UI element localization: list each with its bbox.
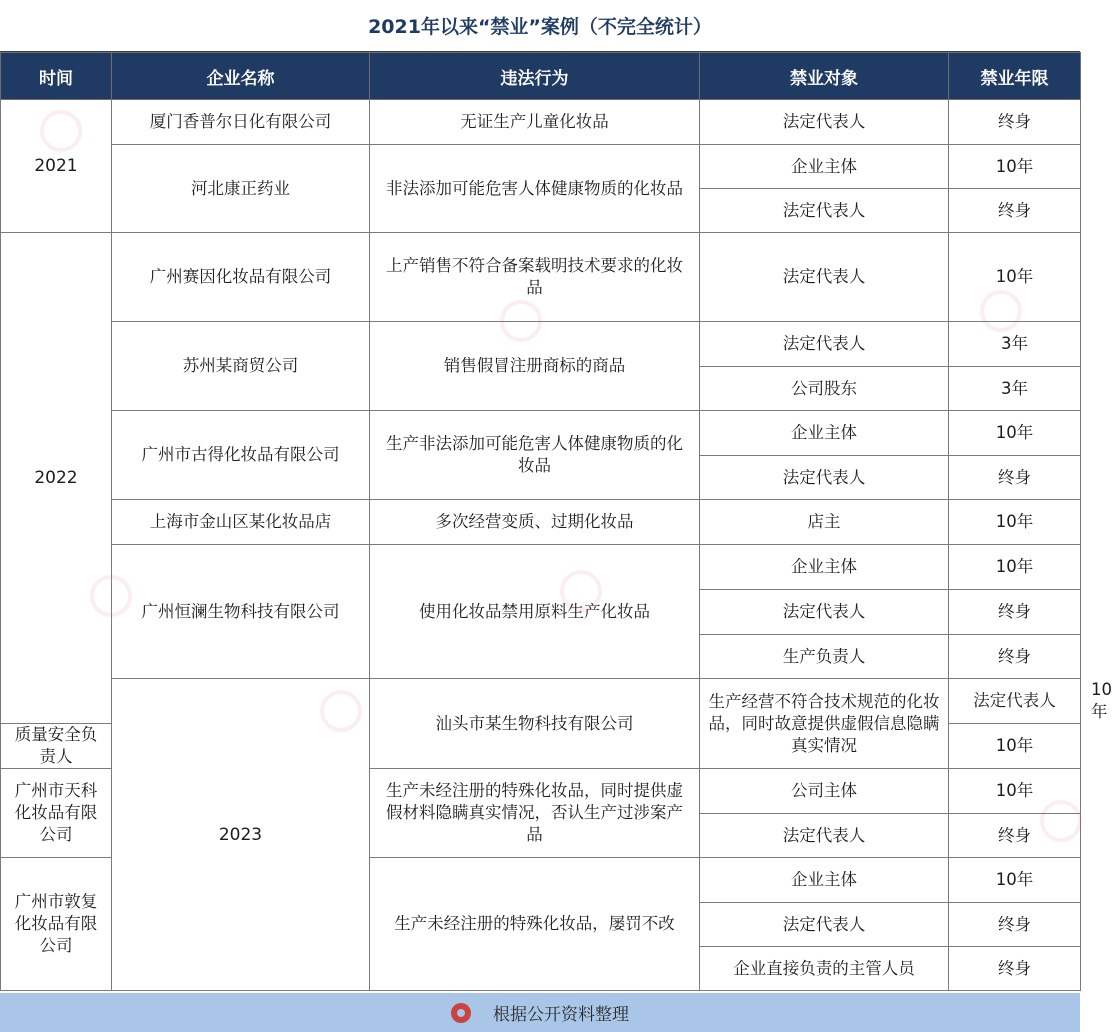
period-cell: 10年 [949, 769, 1081, 814]
target-cell: 企业主体 [700, 145, 949, 189]
table-row [1, 411, 1081, 456]
period-cell: 终身 [949, 456, 1081, 500]
period-cell: 10年 [949, 411, 1081, 456]
period-cell: 10年 [949, 500, 1081, 545]
target-cell: 公司股东 [700, 367, 949, 411]
company-cell: 厦门香普尔日化有限公司 [112, 100, 370, 145]
period-cell: 终身 [949, 903, 1081, 947]
company-cell: 汕头市某生物科技有限公司 [370, 679, 700, 769]
company-cell: 广州市天科化妆品有限公司 [1, 769, 112, 858]
company-cell: 上海市金山区某化妆品店 [112, 500, 370, 545]
target-cell: 质量安全负责人 [1, 724, 112, 769]
violation-cell: 销售假冒注册商标的商品 [370, 322, 700, 411]
target-cell: 法定代表人 [700, 322, 949, 367]
target-cell: 法定代表人 [700, 903, 949, 947]
violation-cell: 上产销售不符合备案载明技术要求的化妆品 [370, 233, 700, 322]
header-ban-target: 禁业对象 [700, 53, 949, 100]
period-cell: 10年 [949, 545, 1081, 590]
table-row [1, 322, 1081, 367]
year-cell: 2023 [112, 679, 370, 991]
period-cell: 10年 [949, 145, 1081, 189]
table-row [1, 145, 1081, 189]
violation-cell: 生产非法添加可能危害人体健康物质的化妆品 [370, 411, 700, 500]
footer-banner [0, 993, 1080, 1032]
violation-cell: 生产经营不符合技术规范的化妆品，同时故意提供虚假信息隐瞒真实情况 [700, 679, 949, 769]
violation-cell: 生产未经注册的特殊化妆品，屡罚不改 [370, 858, 700, 991]
company-cell: 广州市古得化妆品有限公司 [112, 411, 370, 500]
target-cell: 法定代表人 [700, 590, 949, 635]
period-cell: 10年 [949, 724, 1081, 769]
company-cell: 河北康正药业 [112, 145, 370, 233]
violation-cell: 非法添加可能危害人体健康物质的化妆品 [370, 145, 700, 233]
table-row [1, 100, 1081, 145]
period-cell: 终身 [949, 635, 1081, 679]
period-cell: 3年 [949, 322, 1081, 367]
company-cell: 广州市敦复化妆品有限公司 [1, 858, 112, 991]
violation-cell: 使用化妆品禁用原料生产化妆品 [370, 545, 700, 679]
table-title: 2021年以来“禁业”案例（不完全统计） [0, 0, 1080, 52]
violation-cell: 多次经营变质、过期化妆品 [370, 500, 700, 545]
period-cell: 终身 [949, 189, 1081, 233]
period-cell: 终身 [949, 100, 1081, 145]
period-cell: 终身 [949, 590, 1081, 635]
target-cell: 企业主体 [700, 858, 949, 903]
logo-icon [451, 1003, 471, 1023]
header-violation: 违法行为 [370, 53, 700, 100]
period-cell: 终身 [949, 814, 1081, 858]
target-cell: 法定代表人 [700, 189, 949, 233]
target-cell: 法定代表人 [700, 233, 949, 322]
table-row [1, 233, 1081, 322]
target-cell: 公司主体 [700, 769, 949, 814]
header-row [1, 53, 1081, 100]
footer-note: 根据公开资料整理 [493, 1005, 629, 1025]
period-cell: 10年 [949, 233, 1081, 322]
violation-cell: 生产未经注册的特殊化妆品，同时提供虚假材料隐瞒真实情况，否认生产过涉案产品 [370, 769, 700, 858]
header-company: 企业名称 [112, 53, 370, 100]
target-cell: 法定代表人 [700, 100, 949, 145]
period-cell: 10年 [949, 858, 1081, 903]
company-cell: 苏州某商贸公司 [112, 322, 370, 411]
header-time: 时间 [1, 53, 112, 100]
table-row [1, 500, 1081, 545]
target-cell: 生产负责人 [700, 635, 949, 679]
company-cell: 广州赛因化妆品有限公司 [112, 233, 370, 322]
target-cell: 法定代表人 [949, 679, 1081, 724]
ban-cases-table [0, 52, 1112, 991]
header-ban-period: 禁业年限 [949, 53, 1081, 100]
target-cell: 店主 [700, 500, 949, 545]
company-cell: 广州恒澜生物科技有限公司 [112, 545, 370, 679]
period-cell: 3年 [949, 367, 1081, 411]
target-cell: 企业直接负责的主管人员 [700, 947, 949, 991]
table-row [1, 545, 1081, 590]
target-cell: 企业主体 [700, 411, 949, 456]
year-cell: 2022 [1, 233, 112, 724]
target-cell: 企业主体 [700, 545, 949, 590]
target-cell: 法定代表人 [700, 456, 949, 500]
period-cell: 终身 [949, 947, 1081, 991]
target-cell: 法定代表人 [700, 814, 949, 858]
violation-cell: 无证生产儿童化妆品 [370, 100, 700, 145]
year-cell: 2021 [1, 100, 112, 233]
table-row: 2023 汕头市某生物科技有限公司 生产经营不符合技术规范的化妆品，同时故意提供虚假信息隐瞒真实情况 法定代表人 10年 [1, 679, 1081, 724]
